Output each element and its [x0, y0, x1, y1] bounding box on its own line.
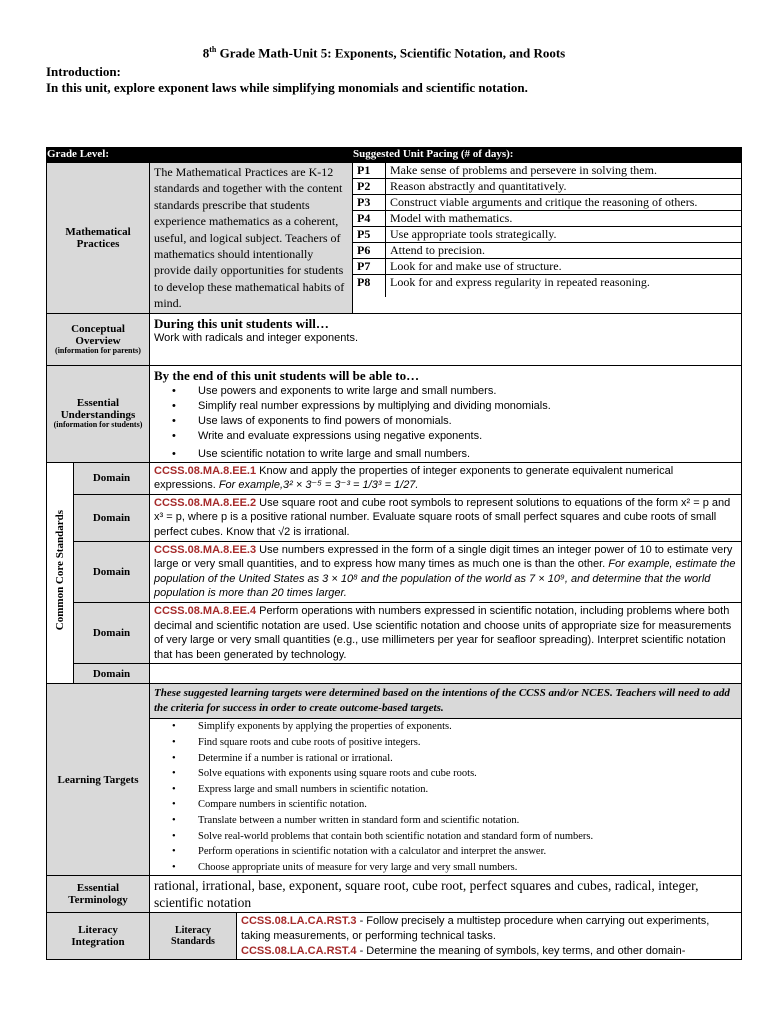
- table-header-row: [47, 148, 742, 163]
- ccss-standard-empty: [150, 664, 742, 684]
- learning-note: These suggested learning targets were determined based on the intentions of the CCSS and/or NCES. Teachers will need to add the criteria for success in order to create outcome-based targets.: [150, 684, 741, 718]
- practice-text: Use appropriate tools strategically.: [386, 227, 742, 243]
- grade-level-header: Grade Level:: [47, 148, 353, 163]
- math-practices-row: [47, 163, 742, 314]
- practice-key: P4: [353, 211, 386, 227]
- learning-target: • Solve real-world problems that contain both scientific notation and standard form of numbers.: [198, 829, 741, 845]
- learning-target: • Perform operations in scientific notation with a calculator and interpret the answer.: [198, 844, 741, 860]
- essential-item: • Simplify real number expressions by multiplying and dividing monomials.: [198, 399, 741, 414]
- terminology-label: Essential Terminology: [47, 876, 150, 913]
- practice-text: Look for and make use of structure.: [386, 259, 742, 275]
- learning-target: • Determine if a number is rational or irrational.: [198, 751, 741, 767]
- ccss-standard: CCSS.08.MA.8.EE.4 Perform operations with numbers expressed in scientific notation, including problems where both decimal and scientific notation are used. Use scientific notation and choose units of appropriate size for measurements of very large or very small quantities (e.g., use millimeters per year for seafloor spreading). Interpret scientific notation that has been generated by technology.: [150, 603, 742, 664]
- essential-item: • Use scientific notation to write large and small numbers.: [198, 447, 741, 462]
- practice-item: [353, 227, 741, 243]
- literacy-content: [150, 913, 742, 960]
- conceptual-heading: During this unit students will…: [154, 315, 329, 331]
- learning-target: • Find square roots and cube roots of positive integers.: [198, 735, 741, 751]
- ccss-label-cell: [47, 462, 74, 684]
- learning-target: • Simplify exponents by applying the properties of exponents.: [198, 719, 741, 735]
- practice-item: [353, 163, 741, 179]
- domain-label: Domain: [74, 462, 150, 494]
- conceptual-label: Conceptual Overview (information for parents): [47, 313, 150, 365]
- domain-label: Domain: [74, 603, 150, 664]
- practice-key: P8: [353, 275, 386, 298]
- practices-list-cell: [353, 163, 742, 314]
- learning-list: [150, 718, 741, 875]
- learning-target: • Choose appropriate units of measure for very large and very small numbers.: [198, 860, 741, 876]
- literacy-table: [150, 913, 741, 959]
- learning-target: • Compare numbers in scientific notation.: [198, 797, 741, 813]
- practice-key: P3: [353, 195, 386, 211]
- essential-sub: (information for students): [53, 420, 143, 430]
- essential-content: [150, 365, 742, 462]
- literacy-standards-list: [237, 913, 742, 959]
- essential-heading: By the end of this unit students will be able to…: [154, 367, 420, 383]
- practice-text: Look for and express regularity in repeated reasoning.: [386, 275, 742, 298]
- essential-label: Essential Understandings (information for students): [47, 365, 150, 462]
- essential-item: • Use powers and exponents to write large and small numbers.: [198, 384, 741, 399]
- practice-text: Construct viable arguments and critique the reasoning of others.: [386, 195, 742, 211]
- ccss-label: Common Core Standards: [54, 510, 66, 631]
- literacy-row: [47, 913, 742, 960]
- ccss-row: [47, 494, 742, 541]
- essential-row: [47, 365, 742, 462]
- practice-text: Model with mathematics.: [386, 211, 742, 227]
- practices-list: [353, 163, 741, 297]
- ccss-row: [47, 603, 742, 664]
- ccss-standard: CCSS.08.MA.8.EE.3 Use numbers expressed in the form of a single digit times an integer power of 10 to estimate very large or very small quantities, and to express how many times as much one is than the other. For example, estimate the population of the United States as 3 × 10⁸ and the population of the world as 7 × 10⁹, and determine that the world population is more than 20 times larger.: [150, 541, 742, 602]
- practice-key: P1: [353, 163, 386, 179]
- learning-target: • Translate between a number written in standard form and scientific notation.: [198, 813, 741, 829]
- practice-key: P2: [353, 179, 386, 195]
- learning-label: Learning Targets: [47, 684, 150, 876]
- practice-text: Attend to precision.: [386, 243, 742, 259]
- practice-item: [353, 259, 741, 275]
- domain-label: Domain: [74, 541, 150, 602]
- practice-item: [353, 243, 741, 259]
- conceptual-content: [150, 313, 742, 365]
- terminology-text: rational, irrational, base, exponent, square root, cube root, perfect squares and cubes, radical, integer, scientific notation: [150, 876, 742, 913]
- math-practices-label: Mathematical Practices: [47, 163, 150, 314]
- practice-item: [353, 179, 741, 195]
- math-practices-description: The Mathematical Practices are K-12 standards and together with the content standards prescribe that students experience mathematics as a coherent, useful, and logical subject. Teachers of mathematics should intentionally provide daily opportunities for students to develop these mathematical habits of mind.: [150, 163, 353, 314]
- ccss-standard: CCSS.08.MA.8.EE.1 Know and apply the properties of integer exponents to generate equivalent numerical expressions. For example,3² × 3⁻⁵ = 3⁻³ = 1/3³ = 1/27.: [150, 462, 742, 494]
- essential-list: [150, 384, 741, 462]
- literacy-standards-label: Literacy Standards: [150, 913, 237, 959]
- conceptual-text: Work with radicals and integer exponents.: [154, 331, 359, 344]
- learning-target: • Express large and small numbers in scientific notation.: [198, 782, 741, 798]
- unit-table: [46, 147, 742, 960]
- essential-item: • Use laws of exponents to find powers of monomials.: [198, 414, 741, 429]
- ccss-row: [47, 541, 742, 602]
- page-title: 8th Grade Math-Unit 5: Exponents, Scientific Notation, and Roots: [202, 45, 566, 61]
- practice-item: [353, 211, 741, 227]
- intro-text: In this unit, explore exponent laws while simplifying monomials and scientific notation.: [46, 80, 528, 95]
- learning-target: • Solve equations with exponents using square roots and cube roots.: [198, 766, 741, 782]
- literacy-standard: CCSS.08.LA.CA.RST.3 - Follow precisely a multistep procedure when carrying out experiments, taking measurements, or performing technical tasks.: [241, 915, 710, 942]
- literacy-standard: CCSS.08.LA.CA.RST.4 - Determine the meaning of symbols, key terms, and other domain-: [241, 944, 686, 957]
- learning-row: [47, 684, 742, 876]
- conceptual-sub: (information for parents): [55, 345, 141, 355]
- domain-label: Domain: [74, 664, 150, 684]
- ccss-row: [47, 664, 742, 684]
- practice-key: P6: [353, 243, 386, 259]
- domain-label: Domain: [74, 494, 150, 541]
- practice-text: Reason abstractly and quantitatively.: [386, 179, 742, 195]
- practice-key: P5: [353, 227, 386, 243]
- learning-content: [150, 684, 742, 876]
- practice-key: P7: [353, 259, 386, 275]
- practice-item: [353, 195, 741, 211]
- practice-text: Make sense of problems and persevere in solving them.: [386, 163, 742, 179]
- conceptual-row: [47, 313, 742, 365]
- ccss-row: [47, 462, 742, 494]
- pacing-header: Suggested Unit Pacing (# of days):: [353, 148, 742, 163]
- ccss-standard: CCSS.08.MA.8.EE.2 Use square root and cube root symbols to represent solutions to equations of the form x² = p and x³ = p, where p is a positive rational number. Evaluate square roots of small perfect squares and cube roots of small perfect cubes. Know that √2 is irrational.: [150, 494, 742, 541]
- practice-item: [353, 275, 741, 298]
- literacy-label: Literacy Integration: [47, 913, 150, 960]
- essential-item: • Write and evaluate expressions using negative exponents.: [198, 429, 741, 444]
- terminology-row: [47, 876, 742, 913]
- intro-label: Introduction:: [46, 64, 121, 79]
